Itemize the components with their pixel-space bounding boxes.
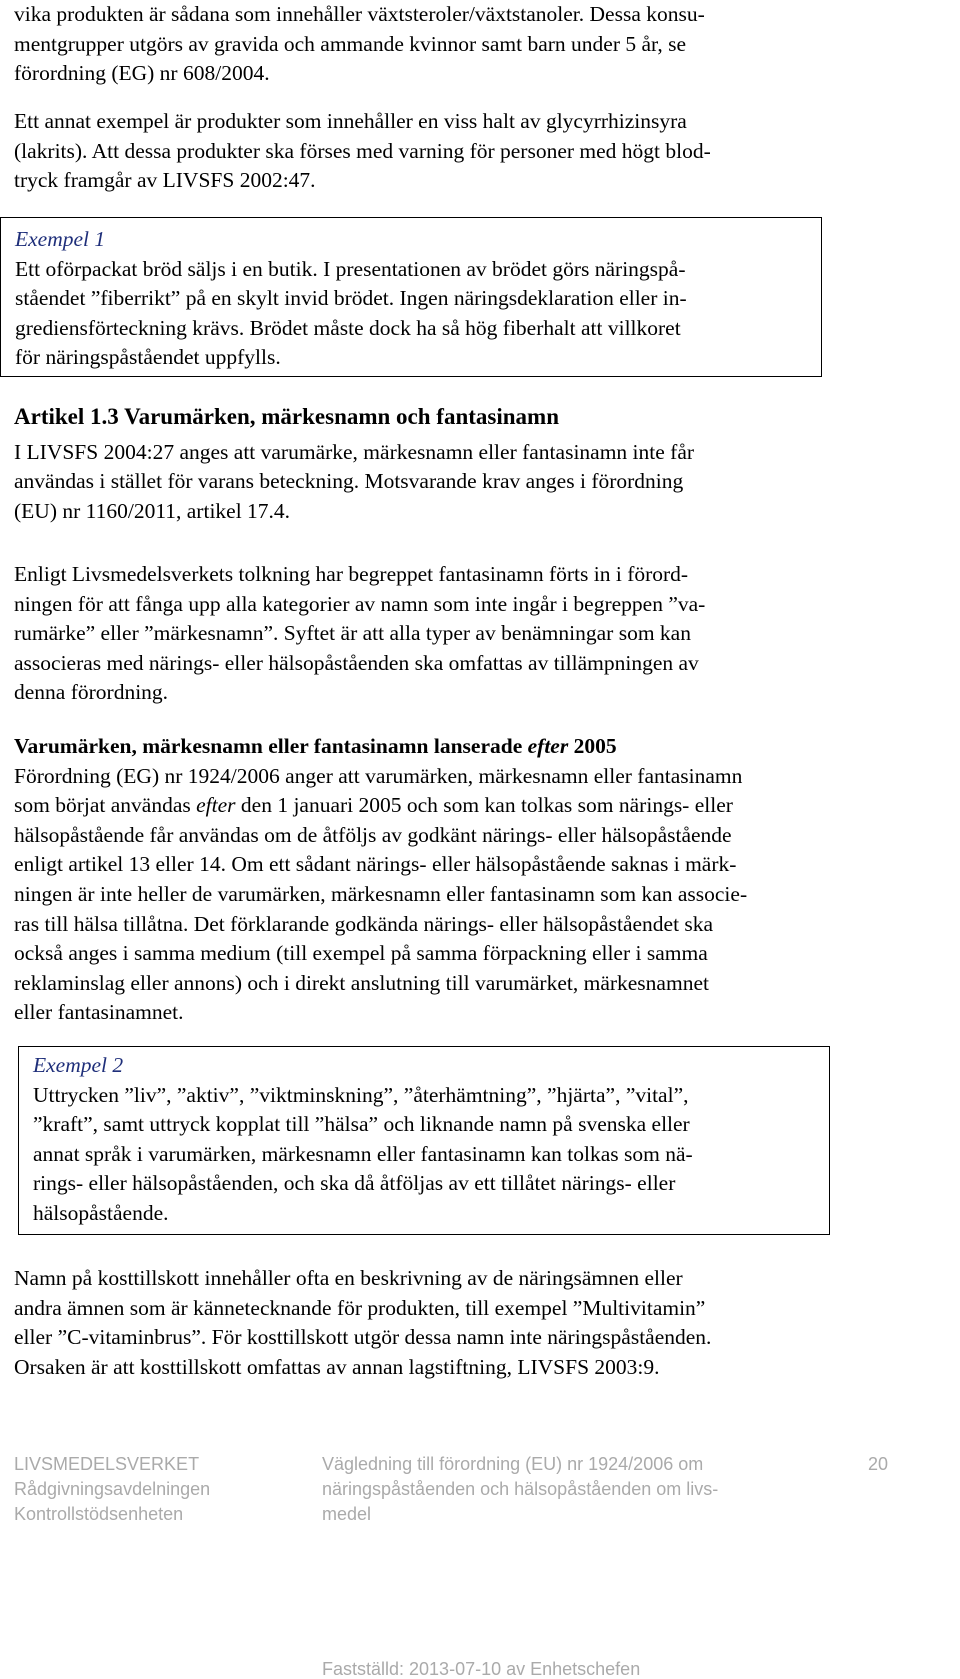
heading-emphasis: efter [527, 734, 569, 758]
footer-line: medel [322, 1504, 372, 1524]
text-line: (EU) nr 1160/2011, artikel 17.4. [14, 498, 291, 523]
example-2-title: Exempel 2 [33, 1053, 124, 1077]
footer-document-title [322, 1452, 718, 1527]
text-line: andra ämnen som är kännetecknande för produkten, till exempel ”Multivitamin” [14, 1295, 706, 1320]
text-line: Enligt Livsmedelsverkets tolkning har begreppet fantasinamn förts in i förord- [14, 562, 689, 586]
text-line: också anges i samma medium (till exempel på samma förpackning eller i samma [14, 941, 708, 966]
article-heading: Artikel 1.3 Varumärken, märkesnamn och fantasinamn [14, 404, 560, 429]
text-line: rumärke” eller ”märkesnamn”. Syftet är att alla typer av benämningar som kan [14, 621, 691, 646]
text-line: eller fantasinamnet. [14, 1000, 184, 1025]
example-1-title: Exempel 1 [15, 227, 106, 251]
text-line: I LIVSFS 2004:27 anges att varumärke, märkesnamn eller fantasinamn inte får [14, 439, 695, 464]
text-emphasis: efter [196, 793, 236, 818]
heading-part: 2005 [568, 734, 617, 758]
glycyrrhizin-paragraph [14, 107, 904, 196]
text-line: förordning (EG) nr 608/2004. [14, 61, 270, 86]
text-line [14, 791, 904, 821]
article-section [14, 402, 904, 526]
text-line: hälsopåstående. [33, 1200, 169, 1225]
page-number: 20 [868, 1454, 889, 1474]
footer-line: Vägledning till förordning (EU) nr 1924/2006 om [322, 1454, 704, 1474]
text-line: grediensförteckning krävs. Brödet måste dock ha så hög fiberhalt att villkoret [15, 315, 681, 340]
intro-paragraph [14, 0, 904, 89]
text-line: denna förordning. [14, 680, 169, 705]
text-line: Ett oförpackat bröd säljs i en butik. I presentationen av brödet görs näringspå- [15, 256, 686, 281]
text-line: (lakrits). Att dessa produkter ska förses med varning för personer med högt blod- [14, 138, 711, 163]
text-line: Namn på kosttillskott innehåller ofta en beskrivning av de näringsämnen eller [14, 1266, 683, 1290]
footer-approved: Fastställd: 2013-07-10 av Enhetschefen [322, 1659, 641, 1679]
interpretation-paragraph [14, 560, 904, 708]
text-line: vika produkten är sådana som innehåller växtsteroler/växtstanoler. Dessa konsu- [14, 2, 705, 26]
footer-organization [14, 1452, 210, 1527]
text-line: annat språk i varumärken, märkesnamn eller fantasinamn kan tolkas som nä- [33, 1141, 693, 1166]
text-line: reklaminslag eller annons) och i direkt anslutning till varumärket, märkesnamnet [14, 970, 709, 995]
text-line: användas i stället för varans beteckning. Motsvarande krav anges i förordning [14, 469, 684, 494]
footer-line: Kontrollstödsenheten [14, 1504, 184, 1524]
text-line: tryck framgår av LIVSFS 2002:47. [14, 168, 316, 193]
after-2005-heading [14, 732, 904, 762]
text-part: som börjat användas [14, 793, 197, 818]
text-part: den 1 januari 2005 och som kan tolkas som närings- eller [235, 793, 733, 818]
footer-line: Rådgivningsavdelningen [14, 1479, 211, 1499]
text-line: ståendet ”fiberrikt” på en skylt invid brödet. Ingen näringsdeklaration eller in- [15, 286, 687, 311]
text-line: Förordning (EG) nr 1924/2006 anger att varumärken, märkesnamn eller fantasinamn [14, 763, 743, 788]
heading-part: Varumärken, märkesnamn eller fantasinamn lanserade [14, 734, 528, 758]
text-line: eller ”C-vitaminbrus”. För kosttillskott utgör dessa namn inte näringspåståenden. [14, 1325, 712, 1350]
text-line: Orsaken är att kosttillskott omfattas av annan lagstiftning, LIVSFS 2003:9. [14, 1354, 660, 1379]
after-2005-section [14, 732, 904, 1028]
text-line: ”kraft”, samt uttryck kopplat till ”hälsa” och liknande namn på svenska eller [33, 1112, 690, 1137]
supplements-paragraph [14, 1264, 904, 1382]
example-2-box [18, 1046, 830, 1235]
footer-line: LIVSMEDELSVERKET [14, 1454, 200, 1474]
footer-line: näringspåståenden och hälsopåståenden om livs- [322, 1479, 719, 1499]
text-line: ningen är inte heller de varumärken, märkesnamn eller fantasinamn som kan associe- [14, 881, 748, 906]
example-1-box [0, 217, 822, 377]
text-line: mentgrupper utgörs av gravida och ammande kvinnor samt barn under 5 år, se [14, 31, 687, 56]
text-line: Ett annat exempel är produkter som innehåller en viss halt av glycyrrhizinsyra [14, 109, 687, 133]
text-line: Uttrycken ”liv”, ”aktiv”, ”viktminskning”, ”återhämtning”, ”hjärta”, ”vital”, [33, 1082, 689, 1107]
text-line: ningen för att fånga upp alla kategorier av namn som inte ingår i begreppen ”va- [14, 591, 706, 616]
text-line: hälsopåstående får användas om de åtföljs av godkänt närings- eller hälsopåstående [14, 822, 732, 847]
text-line: associeras med närings- eller hälsopåståenden ska omfattas av tillämpningen av [14, 650, 699, 675]
text-line: enligt artikel 13 eller 14. Om ett sådant närings- eller hälsopåstående saknas i märk- [14, 852, 737, 877]
text-line: för näringspåståendet uppfylls. [15, 345, 281, 370]
text-line: ras till hälsa tillåtna. Det förklarande godkända närings- eller hälsopåståendet ska [14, 911, 714, 936]
text-line: rings- eller hälsopåståenden, och ska då åtföljas av ett tillåtet närings- eller [33, 1171, 676, 1196]
